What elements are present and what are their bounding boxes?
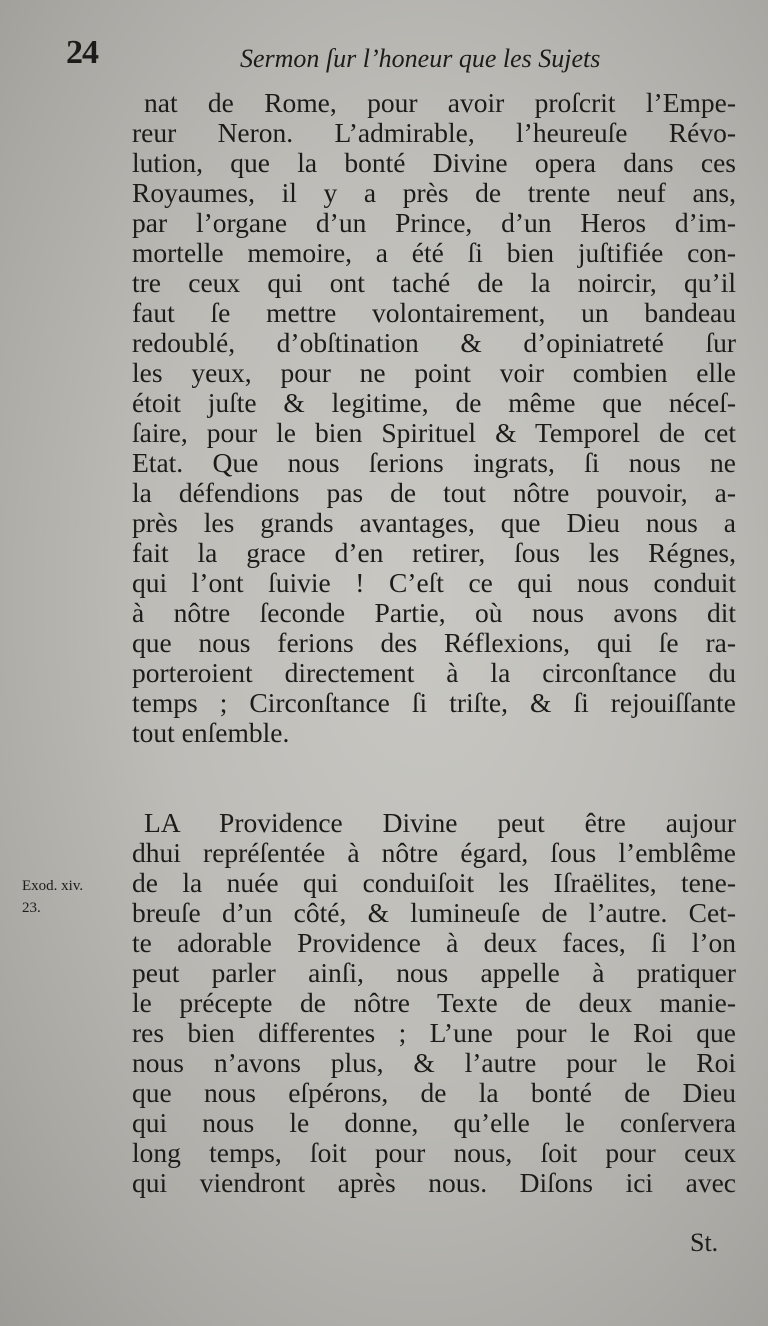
running-head: Sermon ſur l’honeur que les Sujets xyxy=(240,44,601,73)
text-line: ſaire, pour le bien Spirituel & Temporel de cet xyxy=(132,418,736,448)
catchword: St. xyxy=(690,1228,719,1257)
page-number: 24 xyxy=(66,34,98,71)
text-line: dhui repréſentée à nôtre égard, ſous l’emblême xyxy=(132,838,736,868)
text-line: que nous eſpérons, de la bonté de Dieu xyxy=(132,1078,736,1108)
text-line: fait la grace d’en retirer, ſous les Régnes, xyxy=(132,538,736,568)
text-line: le précepte de nôtre Texte de deux manie- xyxy=(132,988,736,1018)
margin-note-verse: 23. xyxy=(22,900,41,916)
text-line: Etat. Que nous ſerions ingrats, ſi nous ne xyxy=(132,448,736,478)
text-line: tre ceux qui ont taché de la noircir, qu’il xyxy=(132,268,736,298)
text-line: la défendions pas de tout nôtre pouvoir, a- xyxy=(132,478,736,508)
text-line: Royaumes, il y a près de trente neuf ans, xyxy=(132,178,736,208)
text-line: qui l’ont ſuivie ! C’eſt ce qui nous conduit xyxy=(132,568,736,598)
text-line: LA Providence Divine peut être aujour xyxy=(144,808,736,838)
text-line: te adorable Providence à deux faces, ſi l’on xyxy=(132,928,736,958)
text-line: faut ſe mettre volontairement, un bandeau xyxy=(132,298,736,328)
margin-note-reference: Exod. xiv. xyxy=(22,878,84,894)
text-line: près les grands avantages, que Dieu nous a xyxy=(132,508,736,538)
text-line: long temps, ſoit pour nous, ſoit pour ceux xyxy=(132,1138,736,1168)
text-line: les yeux, pour ne point voir combien elle xyxy=(132,358,736,388)
text-line: qui viendront après nous. Diſons ici avec xyxy=(132,1168,736,1198)
text-line: nous n’avons plus, & l’autre pour le Roi xyxy=(132,1048,736,1078)
text-line: par l’organe d’un Prince, d’un Heros d’im- xyxy=(132,208,736,238)
text-line: breuſe d’un côté, & lumineuſe de l’autre. Cet- xyxy=(132,898,736,928)
text-line: redoublé, d’obſtination & d’opiniatreté ſur xyxy=(132,328,736,358)
text-line: étoit juſte & legitime, de même que néceſ- xyxy=(132,388,736,418)
text-line: res bien differentes ; L’une pour le Roi que xyxy=(132,1018,736,1048)
text-line: porteroient directement à la circonſtance du xyxy=(132,658,736,688)
text-line: peut parler ainſi, nous appelle à pratiquer xyxy=(132,958,736,988)
text-line: qui nous le donne, qu’elle le conſervera xyxy=(132,1108,736,1138)
text-line: de la nuée qui conduiſoit les Iſraëlites, tene- xyxy=(132,868,736,898)
text-line: reur Neron. L’admirable, l’heureuſe Révo- xyxy=(132,118,736,148)
text-line: lution, que la bonté Divine opera dans ces xyxy=(132,148,736,178)
text-line: mortelle memoire, a été ſi bien juſtifiée con- xyxy=(132,238,736,268)
text-line: que nous ferions des Réflexions, qui ſe ra- xyxy=(132,628,736,658)
text-line: temps ; Circonſtance ſi triſte, & ſi rejouiſſante xyxy=(132,688,736,718)
text-line: à nôtre ſeconde Partie, où nous avons dit xyxy=(132,598,736,628)
text-line: tout enſemble. xyxy=(132,718,290,748)
text-line: nat de Rome, pour avoir proſcrit l’Empe- xyxy=(144,88,736,118)
